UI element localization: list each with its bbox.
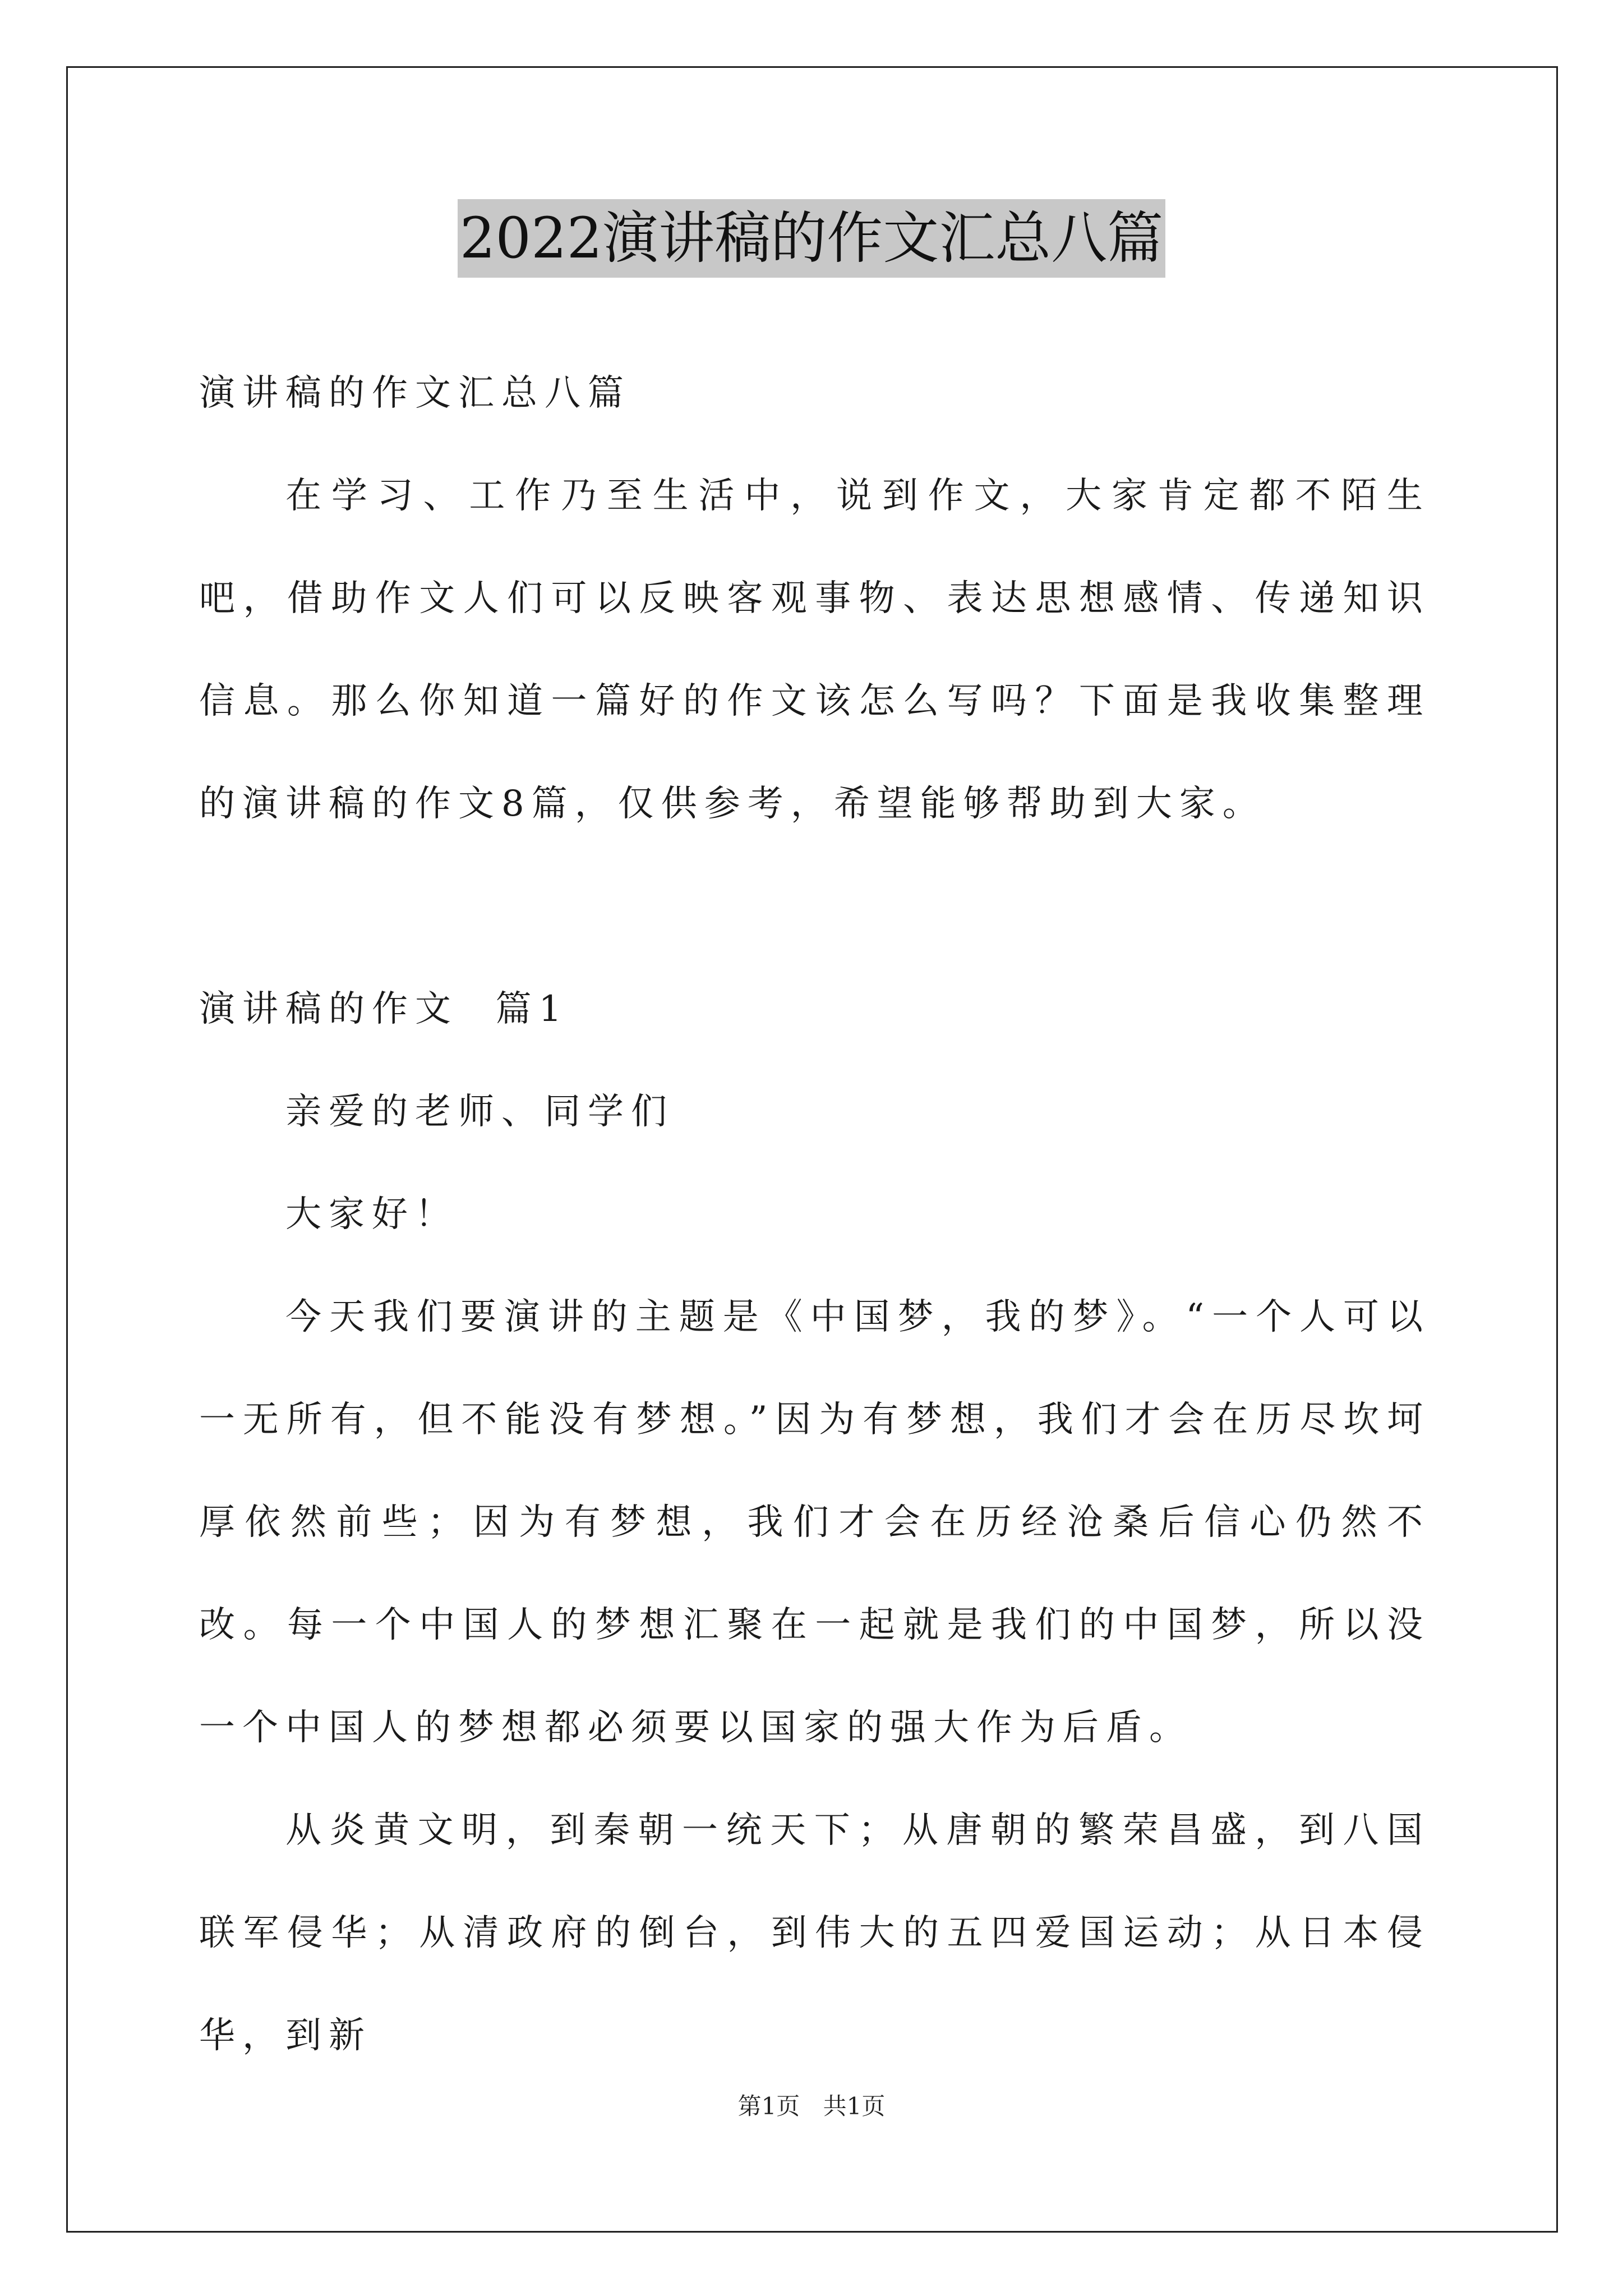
salutation: 亲爱的老师、同学们: [285, 1091, 674, 1133]
page-footer: [0, 2090, 1623, 2123]
document-subtitle: 演讲稿的作文汇总八篇: [199, 372, 631, 414]
document-body: [199, 342, 1430, 2087]
title-container: [0, 199, 1623, 278]
section-heading: 演讲稿的作文 篇1: [199, 988, 569, 1030]
body-paragraph: 今天我们要演讲的主题是《中国梦，我的梦》。“一个人可以一无所有，但不能没有梦想。”因为有梦想，我们才会在历尽坎坷厚依然前些；因为有梦想，我们才会在历经沧桑后信心仍然不改。每一个中国人的梦想汇聚在一起就是我们的中国梦，所以没一个中国人的梦想都必须要以国家的强大作为后盾。: [199, 1296, 1430, 1749]
page-number: 第1页: [737, 2092, 800, 2120]
greeting: 大家好！: [285, 1194, 458, 1235]
spacer: [199, 855, 1430, 958]
document-title: 2022演讲稿的作文汇总八篇: [458, 199, 1166, 278]
body-paragraph: 从炎黄文明，到秦朝一统天下；从唐朝的繁荣昌盛，到八国联军侵华；从清政府的倒台，到伟大的五四爱国运动；从日本侵华，到新: [199, 1810, 1430, 2056]
page-total: 共1页: [823, 2092, 886, 2120]
intro-paragraph: 在学习、工作乃至生活中，说到作文，大家肯定都不陌生吧，借助作文人们可以反映客观事物、表达思想感情、传递知识信息。那么你知道一篇好的作文该怎么写吗？下面是我收集整理的演讲稿的作文8篇，仅供参考，希望能够帮助到大家。: [199, 475, 1430, 825]
